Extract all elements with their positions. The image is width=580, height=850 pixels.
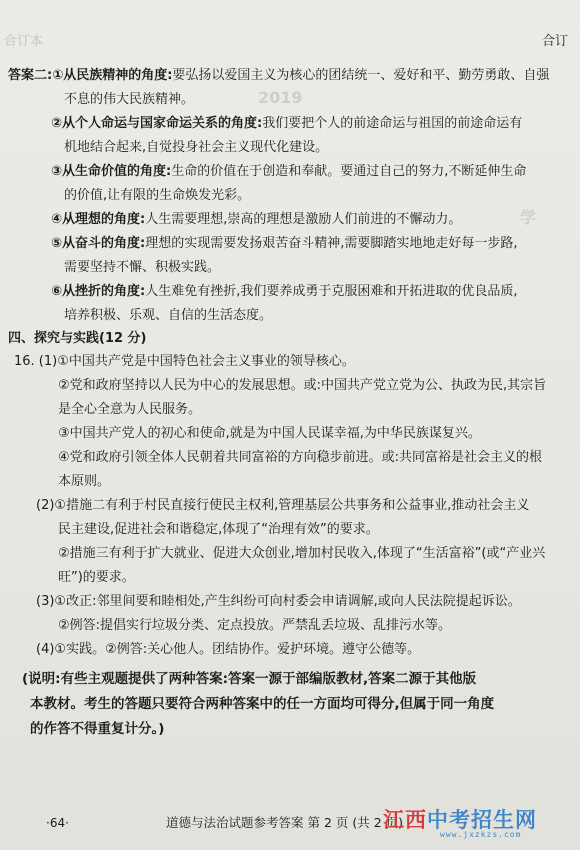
answer-lead: 答案二: — [8, 68, 53, 83]
bleed-through-text: 合订本 — [4, 34, 44, 49]
q16-line: (4)①实践。②例答:关心他人。团结协作。爱护环境。遵守公德等。 — [36, 642, 421, 657]
answer-two-item-5 — [51, 235, 517, 253]
q16-line: ④党和政府引领全体人民朝着共同富裕的方向稳步前进。或:共同富裕是社会主义的根 — [58, 450, 543, 465]
q16-line: (2)①措施二有利于村民直接行使民主权利,管理基层公共事务和公益事业,推动社会主义 — [36, 498, 530, 513]
item-continuation: 需要坚持不懈、积极实践。 — [64, 260, 221, 275]
note-line: 本教材。考生的答题只要符合两种答案中的任一方面均可得分,但属于同一角度 — [30, 696, 495, 712]
answer-two-item-4 — [51, 211, 461, 229]
item-text: 人生需要理想,崇高的理想是激励人们前进的不懈动力。 — [145, 212, 462, 227]
bleed-through-text: 学 — [520, 208, 537, 227]
q16-line: (3)①改正:邻里间要和睦相处,产生纠纷可向村委会申请调解,或向人民法院提起诉讼。 — [36, 594, 521, 609]
q16-line: ②例答:提倡实行垃圾分类、定点投放。严禁乱丢垃圾、乱排污水等。 — [58, 618, 452, 633]
answer-two-item-6 — [51, 283, 517, 301]
q16-line: ②措施三有利于扩大就业、促进大众创业,增加村民收入,体现了“生活富裕”(或“产业兴 — [58, 546, 546, 561]
q16-line: ②党和政府坚持以人民为中心的发展思想。或:中国共产党立党为公、执政为民,其宗旨 — [58, 378, 547, 393]
item-angle: ③从生命价值的角度: — [51, 164, 172, 179]
item-continuation: 不息的伟大民族精神。 — [64, 92, 195, 107]
q16-line: 本原则。 — [58, 474, 111, 489]
corner-label: 合订 — [541, 34, 568, 49]
page-number: ·64· — [46, 816, 69, 830]
note-line: 的作答不得重复计分。) — [30, 721, 165, 737]
answer-two-item-2 — [51, 115, 522, 133]
bleed-through-year: 2019 — [258, 88, 303, 107]
item-text: 人生难免有挫折,我们要养成勇于克服困难和开拓进取的优良品质, — [145, 284, 518, 299]
item-continuation: 培养积极、乐观、自信的生活态度。 — [64, 308, 273, 323]
footer-caption: 道德与法治试题参考答案 第 2 页 (共 2 页) — [166, 815, 404, 830]
note-line: (说明:有些主观题提供了两种答案:答案一源于部编版教材,答案二源于其他版 — [22, 671, 477, 687]
item-text: 生命的价值在于创造和奉献。要通过自己的努力,不断延伸生命 — [171, 164, 527, 179]
q16-line: 民主建设,促进社会和谐稳定,体现了“治理有效”的要求。 — [58, 522, 379, 537]
section-heading: 四、探究与实践(12 分) — [8, 331, 147, 346]
q16-line: ③中国共产党人的初心和使命,就是为中国人民谋幸福,为中华民族谋复兴。 — [58, 426, 481, 441]
item-angle: ④从理想的角度: — [51, 212, 146, 227]
answer-two-item-1 — [8, 67, 549, 85]
watermark-text: 中考招生网 — [427, 808, 537, 832]
watermark-url: www.jxzkzs.com — [440, 830, 522, 839]
item-angle: ⑥从挫折的角度: — [51, 284, 146, 299]
item-continuation: 机地结合起来,自觉投身社会主义现代化建设。 — [64, 140, 329, 155]
item-continuation: 的价值,让有限的生命焕发光彩。 — [64, 188, 251, 203]
item-text: 理想的实现需要发扬艰苦奋斗精神,需要脚踏实地地走好每一步路, — [145, 236, 518, 251]
item-text: 我们要把个人的前途命运与祖国的前途命运有 — [262, 116, 523, 131]
item-angle: ②从个人命运与国家命运关系的角度: — [51, 116, 263, 131]
q16-line: 16. (1)①中国共产党是中国特色社会主义事业的领导核心。 — [14, 354, 355, 369]
watermark-jx: 江西 — [383, 808, 427, 832]
answer-two-item-3 — [51, 163, 526, 181]
item-text: 要弘扬以爱国主义为核心的团结统一、爱好和平、勤劳勇敢、自强 — [172, 68, 550, 83]
q16-line: 旺”)的要求。 — [58, 570, 135, 585]
item-angle: ①从民族精神的角度: — [52, 68, 173, 83]
q16-line: 是全心全意为人民服务。 — [58, 402, 202, 417]
item-angle: ⑤从奋斗的角度: — [51, 236, 146, 251]
